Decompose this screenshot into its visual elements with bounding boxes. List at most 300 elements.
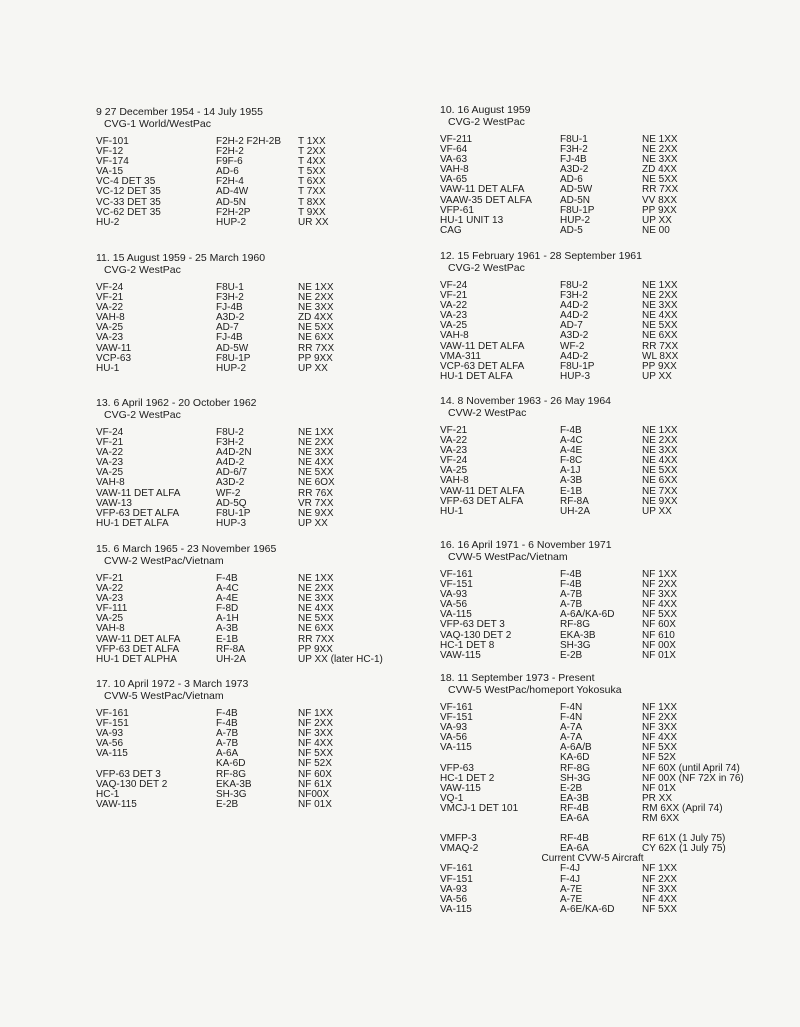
squadron-name: VA-23 bbox=[440, 445, 468, 457]
squadron-name: VAQ-130 DET 2 bbox=[440, 629, 512, 641]
tail-code: ZD 4XX bbox=[642, 164, 678, 176]
squadron-name: VA-23 bbox=[96, 457, 124, 469]
aircraft-type: F-8D bbox=[216, 603, 239, 615]
aircraft-type: RF-4B bbox=[560, 802, 589, 814]
squadron-row bbox=[96, 313, 441, 323]
squadron-row bbox=[440, 570, 785, 580]
squadron-name: VFP-63 bbox=[440, 762, 474, 774]
squadron-name: VA-65 bbox=[440, 174, 468, 186]
tail-code: T 2XX bbox=[298, 146, 326, 158]
tail-code: NE 1XX bbox=[642, 425, 678, 436]
squadron-name: VA-22 bbox=[96, 583, 124, 595]
squadron-row bbox=[440, 456, 785, 466]
aircraft-type: F8U-1P bbox=[560, 360, 595, 372]
tail-code: NF 4XX bbox=[642, 732, 678, 744]
squadron-row bbox=[96, 354, 441, 364]
tail-code: RR 7XX bbox=[298, 342, 335, 354]
aircraft-type: F-8C bbox=[560, 455, 583, 467]
squadron-name: VF-161 bbox=[96, 708, 129, 719]
tail-code: ZD 4XX bbox=[298, 312, 334, 324]
squadron-name: VFP-63 DET 3 bbox=[440, 619, 505, 631]
tail-code: UP XX bbox=[642, 505, 672, 517]
cruise-11 bbox=[96, 252, 441, 374]
cruise-air-group: CVW-2 WestPac/Vietnam bbox=[104, 555, 224, 567]
tail-code: T 9XX bbox=[298, 206, 326, 218]
tail-code: RR 7XX bbox=[642, 340, 679, 352]
squadron-name: VA-22 bbox=[96, 447, 124, 459]
aircraft-type: F-4B bbox=[560, 425, 582, 436]
squadron-name: VF-64 bbox=[440, 144, 468, 156]
squadron-row bbox=[440, 216, 785, 226]
cruise-12 bbox=[440, 250, 785, 382]
squadron-row bbox=[440, 507, 785, 517]
squadron-row bbox=[96, 584, 441, 594]
tail-code: NE 5XX bbox=[642, 465, 678, 477]
aircraft-type: AD-5 bbox=[560, 224, 583, 236]
squadron-name: HU-2 bbox=[96, 216, 120, 228]
tail-code: NE 3XX bbox=[642, 300, 678, 312]
aircraft-type: RF-8G bbox=[216, 768, 246, 780]
squadron-row bbox=[96, 364, 441, 374]
aircraft-type: AD-7 bbox=[560, 320, 583, 332]
squadron-name: VF-151 bbox=[440, 873, 473, 885]
squadron-name: VAH-8 bbox=[96, 312, 125, 324]
squadron-row bbox=[96, 655, 441, 665]
squadron-name: VA-25 bbox=[96, 613, 124, 625]
aircraft-type: AD-5Q bbox=[216, 497, 247, 509]
aircraft-type: F-4J bbox=[560, 873, 580, 885]
squadron-name: VF-161 bbox=[440, 863, 473, 875]
squadron-name: VAH-8 bbox=[440, 330, 469, 342]
aircraft-type: F-4N bbox=[560, 712, 583, 724]
tail-code: NF 52X bbox=[298, 758, 332, 770]
squadron-row bbox=[440, 774, 785, 784]
squadron-row bbox=[96, 719, 441, 729]
tail-code: NF 3XX bbox=[298, 728, 334, 740]
squadron-name: VAW-115 bbox=[440, 782, 481, 794]
squadron-name: HU-1 bbox=[440, 505, 464, 517]
aircraft-type: F8U-1 bbox=[216, 282, 244, 293]
tail-code: NE 2XX bbox=[642, 144, 678, 156]
tail-code: NE 5XX bbox=[642, 174, 678, 186]
tail-code: NF 01X bbox=[642, 782, 676, 794]
aircraft-type: A-7B bbox=[560, 599, 583, 611]
squadron-row bbox=[440, 814, 785, 824]
squadron-name: HU-1 DET ALPHA bbox=[96, 653, 177, 665]
squadron-row bbox=[96, 468, 441, 478]
aircraft-type: A-6A/B bbox=[560, 742, 592, 754]
tail-code: NE 2XX bbox=[642, 290, 678, 302]
squadron-name: HC-1 DET 2 bbox=[440, 772, 495, 784]
squadron-name: VA-93 bbox=[440, 589, 468, 601]
squadron-name: VA-93 bbox=[440, 883, 468, 895]
tail-code: NF 61X bbox=[298, 778, 332, 790]
tail-code: RR 7XX bbox=[642, 184, 679, 196]
aircraft-type: F-4J bbox=[560, 863, 580, 875]
tail-code: UP XX (later HC-1) bbox=[298, 653, 383, 665]
squadron-row bbox=[440, 321, 785, 331]
squadron-name: VA-115 bbox=[440, 609, 472, 621]
squadron-name: VFP-63 DET ALFA bbox=[96, 507, 180, 519]
squadron-row bbox=[96, 428, 441, 438]
squadron-name: VCP-63 bbox=[96, 352, 132, 364]
squadron-name: VA-63 bbox=[440, 154, 468, 166]
tail-code: NE 5XX bbox=[642, 320, 678, 332]
aircraft-type: F3H-2 bbox=[560, 144, 588, 156]
tail-code: NE 6XX bbox=[298, 332, 334, 344]
tail-code: T 8XX bbox=[298, 196, 326, 208]
squadron-row bbox=[440, 713, 785, 723]
squadron-name: VAW-11 DET ALFA bbox=[96, 633, 181, 645]
squadron-row bbox=[440, 590, 785, 600]
aircraft-type: A-1J bbox=[560, 465, 581, 477]
squadron-name: HC-1 DET 8 bbox=[440, 639, 495, 651]
squadron-row bbox=[96, 749, 441, 759]
aircraft-type: E-2B bbox=[216, 798, 239, 810]
aircraft-type: RF-8G bbox=[560, 619, 590, 631]
squadron-name: VF-151 bbox=[440, 712, 473, 724]
tail-code: NE 5XX bbox=[298, 322, 334, 334]
tail-code: NF 5XX bbox=[642, 609, 678, 621]
squadron-row bbox=[96, 157, 441, 167]
tail-code: NE 6OX bbox=[298, 477, 335, 489]
cruise-title: 10. 16 August 1959 bbox=[440, 104, 531, 116]
squadron-row bbox=[96, 489, 441, 499]
aircraft-type: HUP-2 bbox=[216, 216, 247, 228]
squadron-row bbox=[440, 145, 785, 155]
squadron-row bbox=[440, 804, 785, 814]
squadron-name: HU-1 UNIT 13 bbox=[440, 214, 504, 226]
squadron-name: VC-4 DET 35 bbox=[96, 176, 156, 188]
squadron-name: VF-174 bbox=[96, 156, 129, 168]
squadron-row bbox=[96, 574, 441, 584]
squadron-name: VA-22 bbox=[96, 302, 124, 314]
aircraft-type: FJ-4B bbox=[216, 302, 243, 314]
squadron-row bbox=[440, 834, 785, 844]
aircraft-type: RF-8G bbox=[560, 762, 590, 774]
tail-code: NF 610 bbox=[642, 629, 675, 641]
aircraft-type: A-6E/KA-6D bbox=[560, 903, 615, 915]
squadron-name: VF-24 bbox=[96, 427, 124, 438]
tail-code: NF 1XX bbox=[642, 702, 678, 713]
tail-code: NF 5XX bbox=[298, 748, 334, 760]
squadron-name: VA-22 bbox=[440, 435, 468, 447]
aircraft-type: A3D-2 bbox=[560, 330, 589, 342]
squadron-name: VMA-311 bbox=[440, 350, 481, 362]
aircraft-type: F2H-2 F2H-2B bbox=[216, 136, 282, 147]
tail-code: RR 7XX bbox=[298, 633, 335, 645]
squadron-row bbox=[96, 283, 441, 293]
squadron-name: VA-93 bbox=[440, 722, 468, 734]
squadron-row bbox=[96, 333, 441, 343]
squadron-row bbox=[440, 436, 785, 446]
tail-code: NE 00 bbox=[642, 224, 670, 236]
squadron-name: VF-161 bbox=[440, 702, 473, 713]
tail-code: NF 2XX bbox=[642, 712, 678, 724]
squadron-name: VA-115 bbox=[440, 903, 472, 915]
aircraft-type: AD-6 bbox=[560, 174, 583, 186]
cruise-title: 11. 15 August 1959 - 25 March 1960 bbox=[96, 252, 266, 264]
tail-code: NF 5XX bbox=[642, 903, 678, 915]
squadron-name: VA-56 bbox=[440, 893, 468, 905]
squadron-row bbox=[96, 739, 441, 749]
cruise-14 bbox=[440, 395, 785, 517]
tail-code: NF 2XX bbox=[642, 579, 678, 591]
squadron-name: VA-15 bbox=[96, 166, 124, 178]
squadron-row bbox=[96, 519, 441, 529]
tail-code: NF 2XX bbox=[642, 873, 678, 885]
squadron-name: HC-1 bbox=[96, 788, 120, 800]
squadron-row bbox=[96, 729, 441, 739]
aircraft-type: A-4C bbox=[216, 583, 239, 595]
squadron-list bbox=[96, 137, 441, 228]
aircraft-type: UH-2A bbox=[216, 653, 247, 665]
aircraft-type: F-4B bbox=[216, 573, 238, 584]
squadron-list bbox=[440, 281, 785, 382]
aircraft-type: A4D-2 bbox=[216, 457, 245, 469]
tail-code: NF 5XX bbox=[642, 742, 678, 754]
tail-code: NE 5XX bbox=[298, 613, 334, 625]
cruise-air-group: CVG-2 WestPac bbox=[104, 264, 181, 276]
tail-code: NE 3XX bbox=[298, 302, 334, 314]
squadron-row bbox=[96, 208, 441, 218]
cruise-16 bbox=[440, 539, 785, 661]
cruise-title: 13. 6 April 1962 - 20 October 1962 bbox=[96, 397, 257, 409]
tail-code: NF 1XX bbox=[642, 863, 678, 875]
aircraft-type: F-4B bbox=[560, 569, 582, 580]
squadron-name: VA-115 bbox=[440, 742, 472, 754]
squadron-name: VAAW-35 DET ALFA bbox=[440, 194, 532, 206]
aircraft-type: A-4E bbox=[560, 445, 583, 457]
tail-code: T 7XX bbox=[298, 186, 326, 198]
squadron-name: VAW-13 bbox=[96, 497, 132, 509]
aircraft-type: F3H-2 bbox=[216, 437, 244, 449]
squadron-name: VA-56 bbox=[96, 738, 124, 750]
tail-code: NE 2XX bbox=[298, 437, 334, 449]
aircraft-type: F8U-2 bbox=[560, 280, 588, 291]
tail-code: NF 60X (until April 74) bbox=[642, 762, 740, 774]
squadron-name: VFP-63 DET ALFA bbox=[96, 643, 180, 655]
aircraft-type: A-1H bbox=[216, 613, 239, 625]
tail-code: UP XX bbox=[298, 517, 328, 529]
tail-code: NE 6XX bbox=[642, 330, 678, 342]
squadron-name: VF-21 bbox=[440, 425, 468, 436]
squadron-name: HU-1 DET ALFA bbox=[440, 370, 513, 382]
squadron-row bbox=[96, 147, 441, 157]
cruise-18 bbox=[440, 672, 785, 915]
squadron-name: VFP-63 DET 3 bbox=[96, 768, 161, 780]
tail-code: NF 2XX bbox=[298, 718, 334, 730]
tail-code: UR XX bbox=[298, 216, 329, 228]
aircraft-type: RF-4B bbox=[560, 833, 589, 845]
squadron-row bbox=[96, 218, 441, 228]
squadron-name: VF-101 bbox=[96, 136, 129, 147]
squadron-row bbox=[440, 446, 785, 456]
row-spacer bbox=[440, 824, 785, 834]
squadron-row bbox=[96, 448, 441, 458]
aircraft-type: SH-3G bbox=[560, 639, 591, 651]
squadron-row bbox=[440, 885, 785, 895]
squadron-row bbox=[440, 580, 785, 590]
squadron-name: VAW-11 DET ALFA bbox=[440, 340, 525, 352]
squadron-row bbox=[440, 723, 785, 733]
squadron-row bbox=[440, 497, 785, 507]
aircraft-type: F8U-1P bbox=[216, 352, 251, 364]
squadron-row bbox=[96, 458, 441, 468]
cruise-air-group: CVW-5 WestPac/homeport Yokosuka bbox=[448, 684, 622, 696]
tail-code: NE 3XX bbox=[642, 445, 678, 457]
aircraft-type: FJ-4B bbox=[216, 332, 243, 344]
aircraft-type: EA-6A bbox=[560, 843, 589, 855]
squadron-name: VAQ-130 DET 2 bbox=[96, 778, 168, 790]
tail-code: NF 3XX bbox=[642, 589, 678, 601]
tail-code: NF 4XX bbox=[642, 893, 678, 905]
tail-code: RF 61X (1 July 75) bbox=[642, 833, 726, 845]
tail-code: NE 1XX bbox=[642, 280, 678, 291]
squadron-name: VA-93 bbox=[96, 728, 124, 740]
cruise-17 bbox=[96, 678, 441, 810]
aircraft-type: A3D-2 bbox=[216, 477, 245, 489]
squadron-name: VMFP-3 bbox=[440, 833, 477, 845]
aircraft-type: A4D-2N bbox=[216, 447, 252, 459]
cruise-15 bbox=[96, 543, 441, 665]
squadron-row bbox=[96, 293, 441, 303]
aircraft-type: F-4B bbox=[216, 718, 238, 730]
aircraft-type: AD-7 bbox=[216, 322, 239, 334]
aircraft-type: HUP-3 bbox=[560, 370, 591, 382]
squadron-list bbox=[96, 428, 441, 529]
squadron-row bbox=[440, 733, 785, 743]
squadron-row bbox=[96, 303, 441, 313]
aircraft-type: F2H-2 bbox=[216, 146, 244, 158]
squadron-row bbox=[440, 281, 785, 291]
cruise-air-group: CVG-2 WestPac bbox=[104, 409, 181, 421]
squadron-row bbox=[440, 342, 785, 352]
squadron-name: VF-24 bbox=[96, 282, 124, 293]
squadron-name: VFP-61 bbox=[440, 204, 474, 216]
squadron-name: VF-151 bbox=[96, 718, 129, 730]
cruise-air-group: CVG-2 WestPac bbox=[448, 116, 525, 128]
tail-code: NE 4XX bbox=[642, 310, 678, 322]
aircraft-type: A-7A bbox=[560, 732, 583, 744]
squadron-name: VA-25 bbox=[440, 465, 468, 477]
aircraft-type: EA-3B bbox=[560, 792, 589, 804]
squadron-name: VA-115 bbox=[96, 748, 128, 760]
squadron-list bbox=[96, 709, 441, 810]
squadron-row bbox=[96, 344, 441, 354]
squadron-name: VA-56 bbox=[440, 599, 468, 611]
aircraft-type: SH-3G bbox=[216, 788, 247, 800]
aircraft-type: A-6A bbox=[216, 748, 239, 760]
squadron-row bbox=[96, 790, 441, 800]
aircraft-type: RF-8A bbox=[560, 495, 589, 507]
squadron-row bbox=[440, 301, 785, 311]
squadron-name: VAW-115 bbox=[440, 649, 481, 661]
tail-code: NE 1XX bbox=[298, 427, 334, 438]
squadron-name: VA-23 bbox=[440, 310, 468, 322]
aircraft-type: F-4B bbox=[216, 708, 238, 719]
tail-code: NF 52X bbox=[642, 752, 676, 764]
squadron-row bbox=[96, 438, 441, 448]
squadron-name: VA-25 bbox=[96, 467, 124, 479]
aircraft-type: A-7B bbox=[216, 728, 239, 740]
squadron-row bbox=[440, 784, 785, 794]
cruise-air-group: CVG-1 World/WestPac bbox=[104, 118, 211, 130]
aircraft-type: F3H-2 bbox=[216, 292, 244, 304]
tail-code: PR XX bbox=[642, 792, 673, 804]
squadron-name: VCP-63 DET ALFA bbox=[440, 360, 525, 372]
aircraft-type: E-2B bbox=[560, 782, 583, 794]
tail-code: PP 9XX bbox=[642, 360, 677, 372]
squadron-row bbox=[440, 875, 785, 885]
aircraft-type: AD-6/7 bbox=[216, 467, 248, 479]
squadron-name: VC-62 DET 35 bbox=[96, 206, 161, 218]
tail-code: VV 8XX bbox=[642, 194, 678, 206]
squadron-row bbox=[96, 800, 441, 810]
tail-code: NF 4XX bbox=[642, 599, 678, 611]
tail-code: NE 6XX bbox=[642, 475, 678, 487]
cruise-title: 12. 15 February 1961 - 28 September 1961 bbox=[440, 250, 642, 262]
squadron-name: VAW-11 DET ALFA bbox=[440, 485, 525, 497]
squadron-name: VFP-63 DET ALFA bbox=[440, 495, 524, 507]
cruise-9 bbox=[96, 106, 441, 228]
aircraft-type: A-7E bbox=[560, 893, 583, 905]
tail-code: NF 01X bbox=[642, 649, 676, 661]
squadron-name: VAW-11 bbox=[96, 342, 132, 354]
aircraft-type: E-1B bbox=[560, 485, 583, 497]
aircraft-type: A4D-2 bbox=[560, 310, 589, 322]
tail-code: VR 7XX bbox=[298, 497, 334, 509]
aircraft-type: FJ-4B bbox=[560, 154, 587, 166]
squadron-row bbox=[96, 709, 441, 719]
aircraft-type: AD-4W bbox=[216, 186, 249, 198]
tail-code: NF 60X bbox=[298, 768, 332, 780]
aircraft-type: F3H-2 bbox=[560, 290, 588, 302]
cruise-air-group: CVG-2 WestPac bbox=[448, 262, 525, 274]
aircraft-type: A-3B bbox=[216, 623, 239, 635]
tail-code: NF 4XX bbox=[298, 738, 334, 750]
squadron-name: VF-12 bbox=[96, 146, 124, 158]
tail-code: T 4XX bbox=[298, 156, 326, 168]
aircraft-type: A-7E bbox=[560, 883, 583, 895]
squadron-name: VAH-8 bbox=[440, 475, 469, 487]
tail-code: NF 1XX bbox=[642, 569, 678, 580]
squadron-name: VC-12 DET 35 bbox=[96, 186, 161, 198]
squadron-row bbox=[440, 155, 785, 165]
tail-code: UP XX bbox=[642, 214, 672, 226]
tail-code: NF 3XX bbox=[642, 722, 678, 734]
squadron-list bbox=[440, 135, 785, 236]
squadron-name: VF-151 bbox=[440, 579, 473, 591]
aircraft-type: EKA-3B bbox=[216, 778, 252, 790]
squadron-row bbox=[96, 594, 441, 604]
squadron-name: VAH-8 bbox=[440, 164, 469, 176]
cruise-title: 9 27 December 1954 - 14 July 1955 bbox=[96, 106, 263, 118]
tail-code: RM 6XX (April 74) bbox=[642, 802, 723, 814]
squadron-row bbox=[440, 226, 785, 236]
tail-code: PP 9XX bbox=[298, 643, 333, 655]
squadron-name: VA-23 bbox=[96, 332, 124, 344]
tail-code: NF00X bbox=[298, 788, 330, 800]
aircraft-type: E-2B bbox=[560, 649, 583, 661]
squadron-name: VA-25 bbox=[440, 320, 468, 332]
squadron-name: VA-22 bbox=[440, 300, 468, 312]
tail-code: NE 7XX bbox=[642, 485, 678, 497]
cruise-title: 15. 6 March 1965 - 23 November 1965 bbox=[96, 543, 277, 555]
squadron-row bbox=[440, 426, 785, 436]
aircraft-type: F8U-1P bbox=[216, 507, 251, 519]
squadron-name: VAH-8 bbox=[96, 477, 125, 489]
